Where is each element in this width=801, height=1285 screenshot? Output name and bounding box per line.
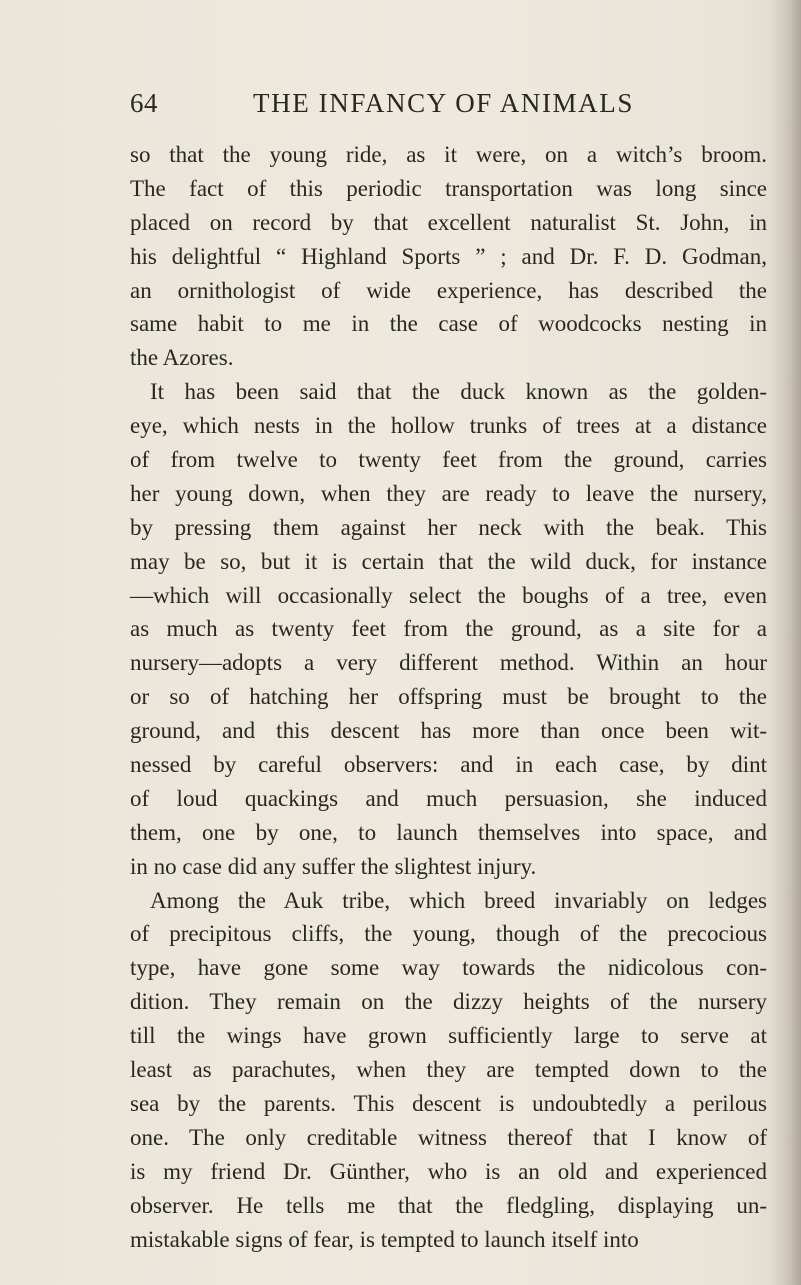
text-line: of from twelve to twenty feet from the ground, carries: [130, 447, 767, 473]
text-line: till the wings have grown sufficiently large to serve at: [130, 1023, 767, 1049]
text-line: Among the Auk tribe, which breed invariably on ledges: [150, 887, 767, 913]
text-line: least as parachutes, when they are tempted down to the: [130, 1057, 767, 1083]
text-line: same habit to me in the case of woodcocks nesting in: [130, 311, 767, 337]
page-edge-shadow: [771, 0, 801, 1285]
text-line: the Azores.: [130, 345, 234, 371]
text-line: as much as twenty feet from the ground, as a site for a: [130, 616, 767, 642]
text-line: observer. He tells me that the fledgling, displaying un-: [130, 1192, 767, 1218]
text-line: of precipitous cliffs, the young, though of the precocious: [130, 921, 767, 947]
text-line: so that the young ride, as it were, on a witch’s broom.: [130, 142, 767, 167]
text-line: placed on record by that excellent naturalist St. John, in: [130, 209, 767, 235]
text-line: sea by the parents. This descent is undoubtedly a perilous: [130, 1090, 767, 1116]
text-line: The fact of this periodic transportation was long since: [130, 175, 767, 201]
text-line: her young down, when they are ready to leave the nursery,: [130, 480, 767, 506]
text-line: nessed by careful observers: and in each case, by dint: [130, 752, 767, 778]
text-line: them, one by one, to launch themselves into space, and: [130, 819, 767, 845]
running-head: THE INFANCY OF ANIMALS: [253, 88, 634, 118]
text-line: —which will occasionally select the boughs of a tree, even: [130, 582, 767, 608]
text-line: is my friend Dr. Günther, who is an old and experienced: [130, 1158, 767, 1184]
text-line: may be so, but it is certain that the wild duck, for instance: [130, 548, 767, 574]
body-text: [130, 138, 767, 1256]
text-line: of loud quackings and much persuasion, she induced: [130, 785, 767, 811]
text-line: by pressing them against her neck with the beak. This: [130, 514, 767, 540]
page-number: 64: [130, 88, 158, 118]
text-line: mistakable signs of fear, is tempted to launch itself into: [130, 1226, 639, 1252]
text-line: an ornithologist of wide experience, has described the: [130, 277, 767, 303]
text-line: type, have gone some way towards the nidicolous con-: [130, 955, 767, 981]
page-header: [130, 88, 770, 124]
text-line: one. The only creditable witness thereof that I know of: [130, 1124, 767, 1150]
text-line: his delightful “ Highland Sports ” ; and Dr. F. D. Godman,: [130, 243, 767, 269]
text-line: ground, and this descent has more than once been wit-: [130, 718, 767, 744]
text-line: or so of hatching her offspring must be brought to the: [130, 684, 767, 710]
text-line: nursery—adopts a very different method. Within an hour: [130, 650, 767, 676]
text-line: dition. They remain on the dizzy heights of the nursery: [130, 989, 767, 1015]
text-line: in no case did any suffer the slightest injury.: [130, 853, 537, 879]
text-line: It has been said that the duck known as the golden-: [150, 379, 767, 405]
text-line: eye, which nests in the hollow trunks of trees at a distance: [130, 413, 767, 439]
